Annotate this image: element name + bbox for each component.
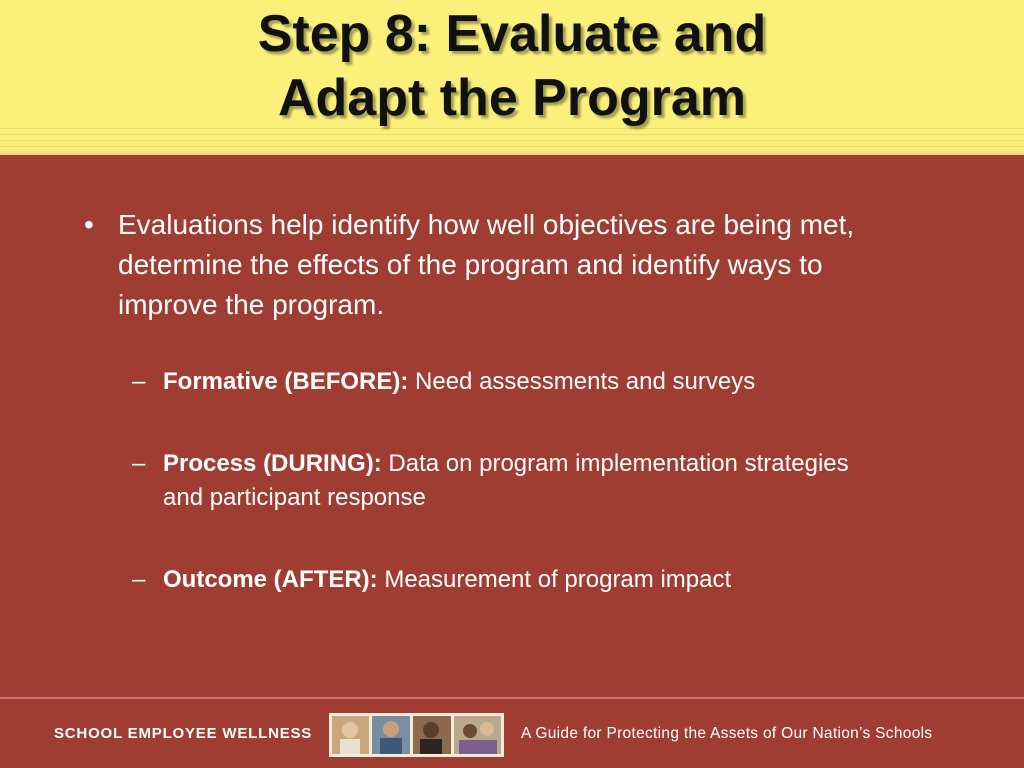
subpoint-marker: – xyxy=(132,368,146,395)
footer-photo-strip xyxy=(329,713,504,757)
bullet-text: Evaluations help identify how well objectives are being met, determine the effects of the program and identify ways to improve the program. xyxy=(118,209,855,320)
subpoint-label: Formative (BEFORE): xyxy=(163,368,409,395)
footer xyxy=(0,699,1024,768)
subpoint-text: Need assessments and surveys xyxy=(408,368,756,395)
title-band xyxy=(0,0,1024,155)
subpoint-label: Process (DURING): xyxy=(163,450,382,477)
subpoint-marker: – xyxy=(132,566,146,593)
bullet-marker: • xyxy=(84,209,94,240)
footer-guide-title: A Guide for Protecting the Assets of Our Nation’s Schools xyxy=(521,725,933,742)
title-line-1: Step 8: Evaluate and xyxy=(257,5,767,63)
subpoint-marker: – xyxy=(132,450,146,477)
slide-title xyxy=(0,2,1024,130)
subpoint-label: Outcome (AFTER): xyxy=(163,566,378,593)
title-line-2: Adapt the Program xyxy=(277,69,747,127)
subpoint-text: Data on program implementation strategies and participant response xyxy=(163,450,849,511)
footer-program-name: SCHOOL EMPLOYEE WELLNESS xyxy=(54,725,313,742)
subpoint-text: Measurement of program impact xyxy=(377,566,732,593)
photo-strip-image xyxy=(329,713,504,757)
